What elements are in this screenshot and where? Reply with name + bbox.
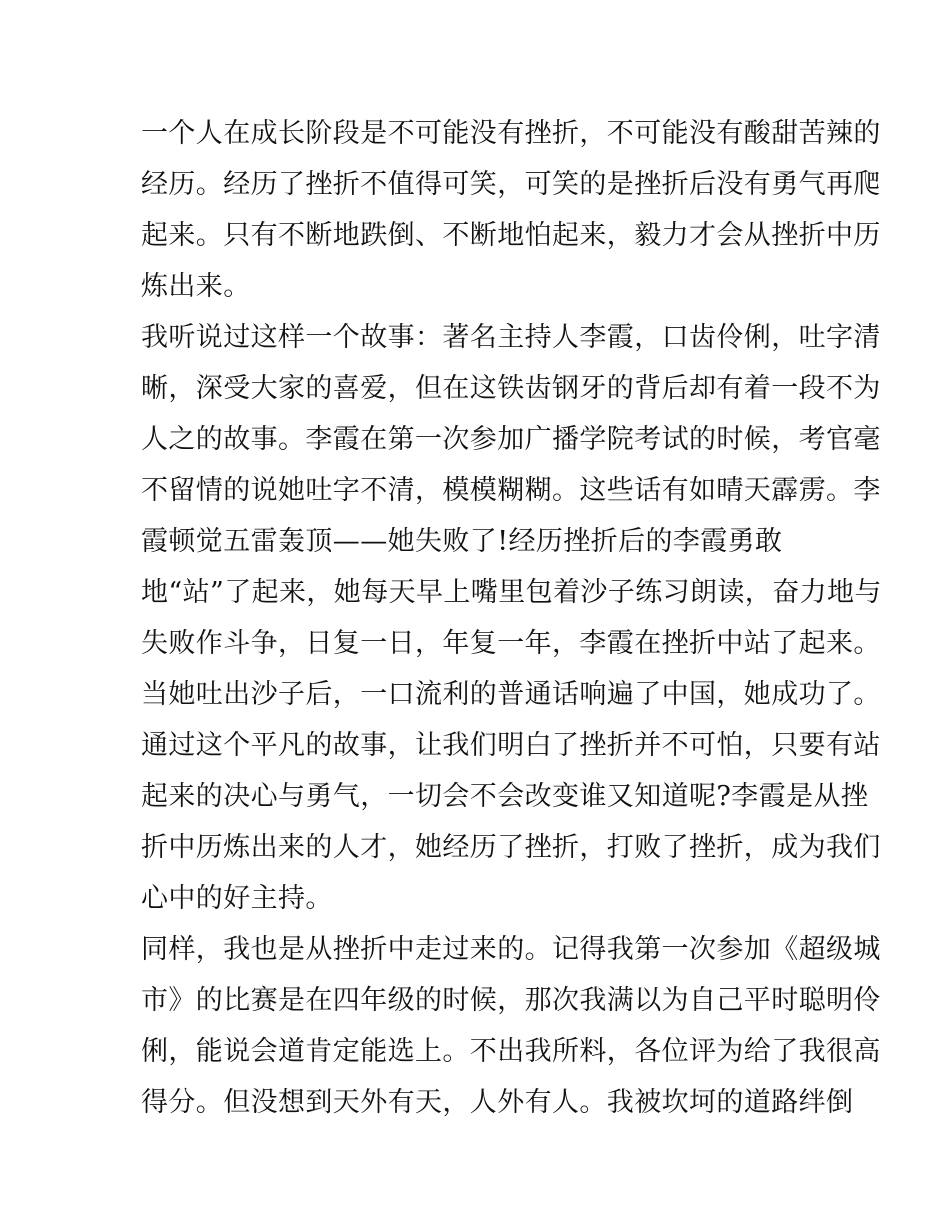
text-line: 心中的好主持。 <box>141 883 333 914</box>
text-line: 俐，能说会道肯定能选上。不出我所料，各位评为给了我很高 <box>141 1036 881 1067</box>
text-line: 人之的故事。李霞在第一次参加广播学院考试的时候，考官毫 <box>141 424 881 455</box>
text-line: 霞顿觉五雷轰顶——她失败了!经历挫折后的李霞勇敢 <box>141 526 783 557</box>
text-line: 起来的决心与勇气，一切会不会改变谁又知道呢?李霞是从挫 <box>141 781 869 812</box>
text-line: 经历。经历了挫折不值得可笑，可笑的是挫折后没有勇气再爬 <box>141 169 881 200</box>
text-line: 晰，深受大家的喜爱，但在这铁齿钢牙的背后却有着一段不为 <box>141 373 881 404</box>
text-line: 当她吐出沙子后，一口流利的普通话响遍了中国，她成功了。 <box>141 679 881 710</box>
text-line: 得分。但没想到天外有天，人外有人。我被坎坷的道路绊倒 <box>141 1087 854 1118</box>
text-line: 不留情的说她吐字不清，模模糊糊。这些话有如晴天霹雳。李 <box>141 475 881 506</box>
text-line: 同样，我也是从挫折中走过来的。记得我第一次参加《超级城 <box>141 934 881 965</box>
document-body <box>141 108 882 1128</box>
text-line: 一个人在成长阶段是不可能没有挫折，不可能没有酸甜苦辣的 <box>141 118 881 149</box>
text-line: 通过这个平凡的故事，让我们明白了挫折并不可怕，只要有站 <box>141 730 881 761</box>
text-line: 失败作斗争，日复一日，年复一年，李霞在挫折中站了起来。 <box>141 628 881 659</box>
text-line: 炼出来。 <box>141 271 251 302</box>
text-line: 折中历炼出来的人才，她经历了挫折，打败了挫折，成为我们 <box>141 832 881 863</box>
text-line: 起来。只有不断地跌倒、不断地怕起来，毅力才会从挫折中历 <box>141 220 881 251</box>
text-line: 市》的比赛是在四年级的时候，那次我满以为自己平时聪明伶 <box>141 985 881 1016</box>
text-line: 地“站”了起来，她每天早上嘴里包着沙子练习朗读，奋力地与 <box>141 577 882 608</box>
text-line: 我听说过这样一个故事：著名主持人李霞，口齿伶俐，吐字清 <box>141 322 881 353</box>
